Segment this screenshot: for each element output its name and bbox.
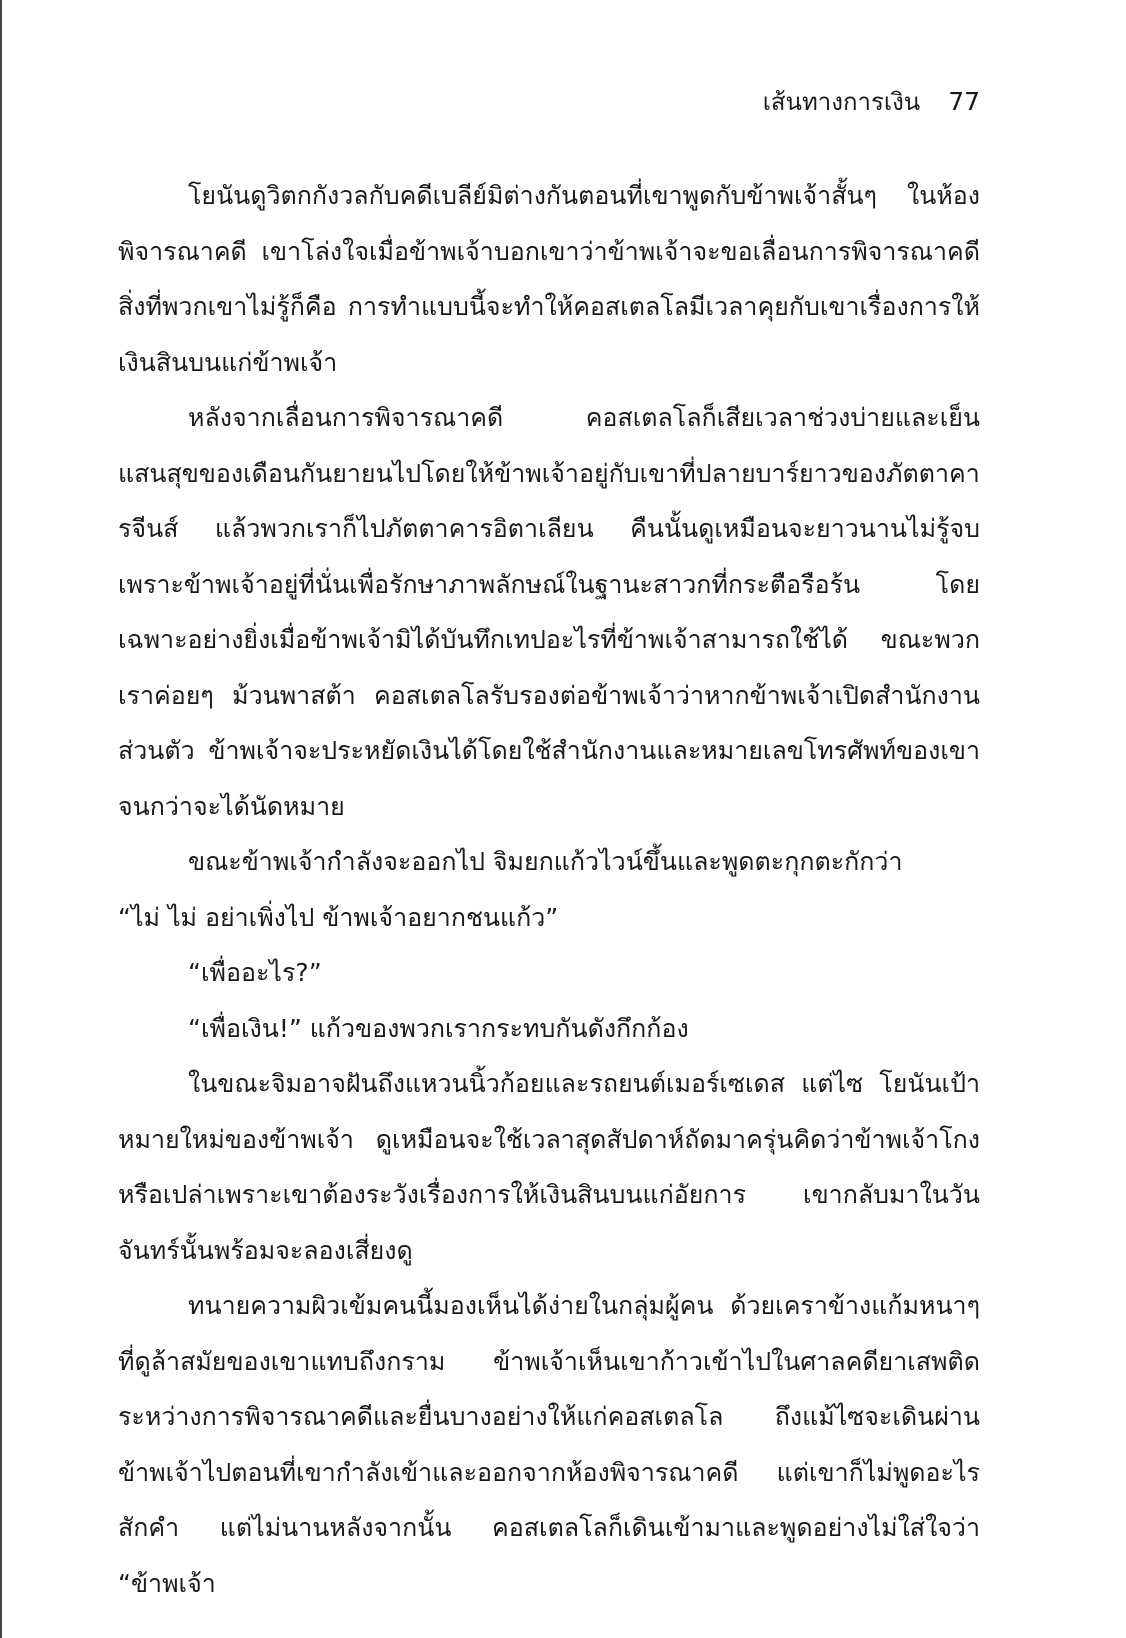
paragraph: ทนายความผิวเข้มคนนี้มองเห็นได้ง่ายในกลุ่มผู้คน ด้วยเคราข้างแก้มหนาๆ ที่ดูล้าสมัยของเขาแทบถึงกราม ข้าพเจ้าเห็นเขาก้าวเข้าไปในศาลคดียาเสพติดระหว่างการพิจารณาคดีและยื่นบางอย่างให้แก่คอสเตลโล ถึงแม้ไซจะเดินผ่านข้าพเจ้าไปตอนที่เขากำลังเข้าและออกจากห้องพิจารณาคดี แต่เขาก็ไม่พูดอะไรสักคำ แต่ไม่นานหลังจากนั้น คอสเตลโลก็เดินเข้ามาและพูดอย่างไม่ใส่ใจว่า “ข้าพเจ้า	[118, 1291, 980, 1598]
paragraph: ขณะข้าพเจ้ากำลังจะออกไป จิมยกแก้วไวน์ขึ้นและพูดตะกุกตะกักว่า	[188, 847, 903, 876]
paragraph: “ไม่ ไม่ อย่าเพิ่งไป ข้าพเจ้าอยากชนแก้ว”	[118, 902, 559, 932]
page-number: 77	[948, 87, 980, 116]
paragraph: “เพื่อเงิน!” แก้วของพวกเรากระทบกันดังกึกก้อง	[188, 1013, 689, 1043]
page-edge-rule	[0, 0, 2, 1638]
paragraph: “เพื่ออะไร?”	[188, 958, 322, 987]
body-text	[118, 168, 980, 1611]
running-head	[763, 82, 980, 121]
paragraph: หลังจากเลื่อนการพิจารณาคดี คอสเตลโลก็เสียเวลาช่วงบ่ายและเย็นแสนสุขของเดือนกันยายนไปโดยให้ข้าพเจ้าอยู่กับเขาที่ปลายบาร์ยาวของภัตตาคารจีนส์ แล้วพวกเราก็ไปภัตตาคารอิตาเลียน คืนนั้นดูเหมือนจะยาวนานไม่รู้จบเพราะข้าพเจ้าอยู่ที่นั่นเพื่อรักษาภาพลักษณ์ในฐานะสาวกที่กระตือรือร้น โดยเฉพาะอย่างยิ่งเมื่อข้าพเจ้ามิได้บันทึกเทปอะไรที่ข้าพเจ้าสามารถใช้ได้ ขณะพวกเราค่อยๆ ม้วนพาสต้า คอสเตลโลรับรองต่อข้าพเจ้าว่าหากข้าพเจ้าเปิดสำนักงานส่วนตัว ข้าพเจ้าจะประหยัดเงินได้โดยใช้สำนักงานและหมายเลขโทรศัพท์ของเขาจนกว่าจะได้นัดหมาย	[118, 403, 980, 821]
paragraph: ในขณะจิมอาจฝันถึงแหวนนิ้วก้อยและรถยนต์เมอร์เซเดส แต่ไซ โยนันเป้าหมายใหม่ของข้าพเจ้า ดูเหมือนจะใช้เวลาสุดสัปดาห์ถัดมาครุ่นคิดว่าข้าพเจ้าโกงหรือเปล่าเพราะเขาต้องระวังเรื่องการให้เงินสินบนแก่อัยการ เขากลับมาในวันจันทร์นั้นพร้อมจะลองเสี่ยงดู	[118, 1069, 980, 1265]
running-title: เส้นทางการเงิน	[762, 88, 921, 116]
paragraph: โยนันดูวิตกกังวลกับคดีเบลีย์มิต่างกันตอนที่เขาพูดกับข้าพเจ้าสั้นๆ ในห้องพิจารณาคดี เขาโล่งใจเมื่อข้าพเจ้าบอกเขาว่าข้าพเจ้าจะขอเลื่อนการพิจารณาคดี สิ่งที่พวกเขาไม่รู้ก็คือ การทำแบบนี้จะทำให้คอสเตลโลมีเวลาคุยกับเขาเรื่องการให้เงินสินบนแก่ข้าพเจ้า	[118, 181, 980, 377]
